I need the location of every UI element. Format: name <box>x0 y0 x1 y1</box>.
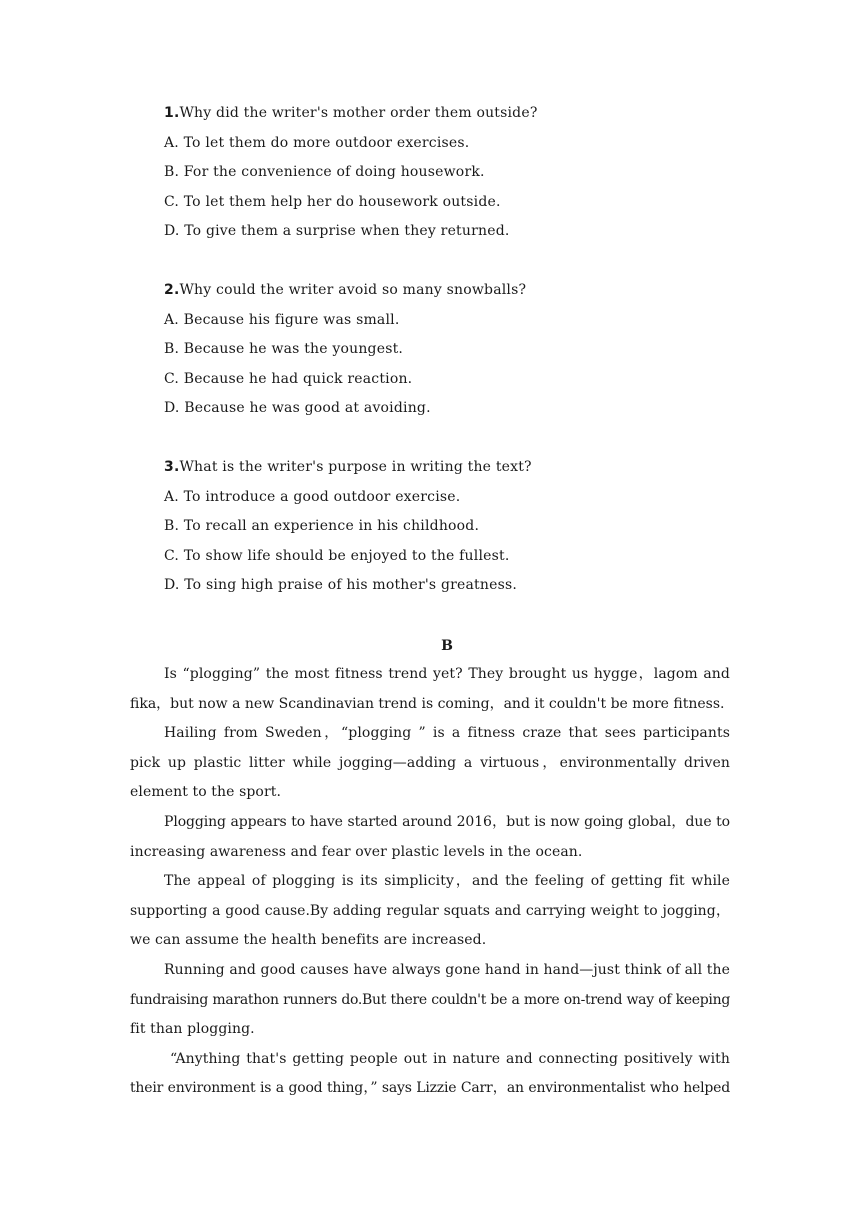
question-1-stem <box>164 99 764 129</box>
question-3-stem <box>164 453 764 483</box>
section-title: B <box>441 638 453 654</box>
option-d: D. To sing high praise of his mother's greatness. <box>164 577 517 594</box>
paragraph-line: “Anything that's getting people out in nature and connecting positively with <box>170 1050 730 1067</box>
option-b: B. To recall an experience in his childhood. <box>164 518 480 535</box>
option-d: D. To give them a surprise when they returned. <box>164 223 510 240</box>
paragraph-3 <box>130 808 730 867</box>
question-text: Why did the writer's mother order them outside? <box>179 105 538 121</box>
option-c: C. Because he had quick reaction. <box>164 370 413 387</box>
passage-b <box>130 660 730 1104</box>
option-a: A. To introduce a good outdoor exercise. <box>164 488 461 505</box>
paragraph-line: fika，but now a new Scandinavian trend is coming，and it couldn't be more fitness. <box>130 695 725 712</box>
paragraph-6 <box>130 1045 730 1104</box>
option-d: D. Because he was good at avoiding. <box>164 400 431 417</box>
paragraph-line: Plogging appears to have started around 2016，but is now going global，due to <box>164 813 730 830</box>
question-2-stem <box>164 276 764 306</box>
option-a: A. Because his figure was small. <box>164 311 400 328</box>
question-number: 1. <box>164 105 180 121</box>
question-number: 3. <box>164 459 180 475</box>
paragraph-line: element to the sport. <box>130 784 282 801</box>
paragraph-line: supporting a good cause.By adding regular squats and carrying weight to jogging， <box>130 902 730 919</box>
question-number: 2. <box>164 282 180 298</box>
option-b: B. Because he was the youngest. <box>164 341 404 358</box>
question-2 <box>164 276 764 424</box>
question-1 <box>164 99 764 247</box>
paragraph-5 <box>130 956 730 1045</box>
paragraph-1 <box>130 660 730 719</box>
paragraph-line: The appeal of plogging is its simplicity，and the feeling of getting fit while <box>164 873 730 890</box>
option-c: C. To show life should be enjoyed to the fullest. <box>164 547 510 564</box>
paragraph-line: increasing awareness and fear over plastic levels in the ocean. <box>130 843 583 860</box>
question-text: Why could the writer avoid so many snowballs? <box>179 282 527 298</box>
paragraph-line: we can assume the health benefits are increased. <box>130 932 487 949</box>
question-text: What is the writer's purpose in writing the text? <box>179 459 532 475</box>
paragraph-line: fundraising marathon runners do.But there couldn't be a more on-trend way of keeping <box>130 991 730 1008</box>
paragraph-line: pick up plastic litter while jogging—adding a virtuous，environmentally driven <box>130 754 730 771</box>
paragraph-line: Is “plogging” the most fitness trend yet? They brought us hygge，lagom and <box>164 666 730 682</box>
question-3 <box>164 453 764 601</box>
paragraph-line: fit than plogging. <box>130 1021 255 1038</box>
option-b: B. For the convenience of doing housework. <box>164 164 485 181</box>
paragraph-2 <box>130 719 730 808</box>
option-a: A. To let them do more outdoor exercises. <box>164 134 470 151</box>
paragraph-line: Running and good causes have always gone hand in hand—just think of all the <box>164 961 730 978</box>
paragraph-4 <box>130 867 730 956</box>
option-c: C. To let them help her do housework outside. <box>164 193 501 210</box>
paragraph-line: their environment is a good thing，” says Lizzie Carr，an environmentalist who helped <box>130 1080 730 1097</box>
paragraph-line: Hailing from Sweden，“plogging ” is a fitness craze that sees participants <box>164 725 730 742</box>
